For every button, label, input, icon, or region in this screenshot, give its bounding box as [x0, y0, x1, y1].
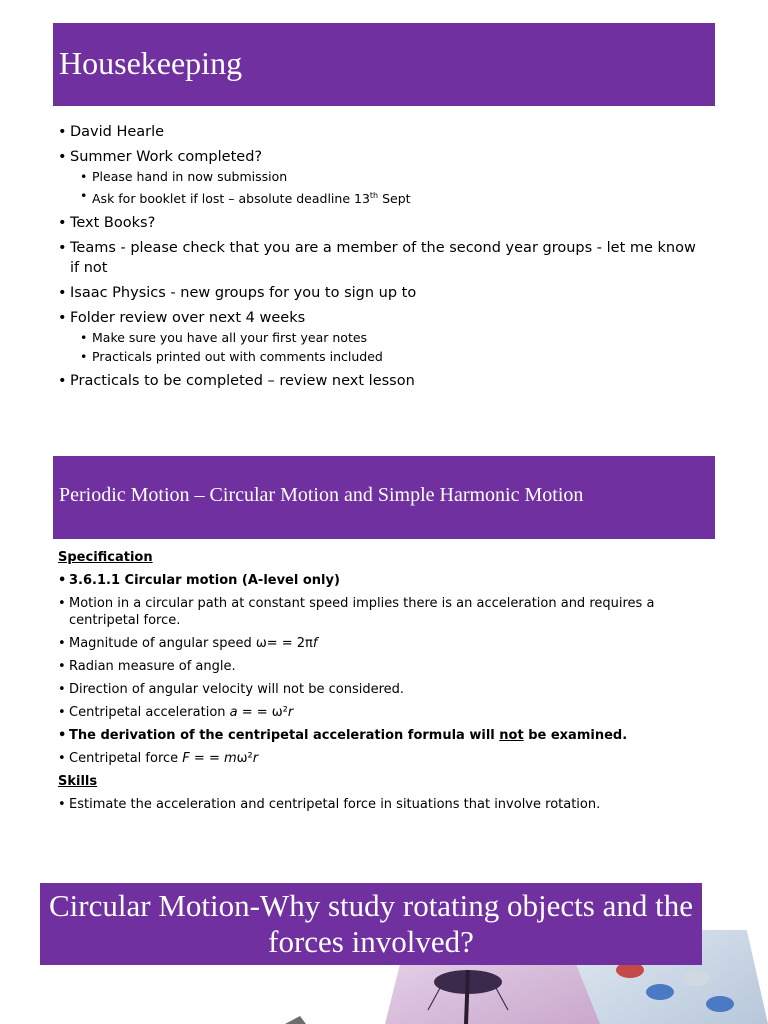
spec-item: • Radian measure of angle.	[58, 658, 708, 675]
spec-not: not	[499, 728, 524, 743]
folder-sub2: Practicals printed out with comments included	[92, 349, 383, 365]
list-item	[58, 308, 708, 328]
periodic-title: Periodic Motion – Circular Motion and Simple Harmonic Motion	[53, 456, 715, 539]
spec-item	[58, 727, 708, 744]
summer-text: Summer Work completed?	[70, 149, 263, 165]
spec-text: = =	[189, 751, 224, 766]
spec-text: ω²	[236, 751, 253, 766]
skills-item: • Estimate the acceleration and centripetal force in situations that involve rotation.	[58, 796, 708, 813]
spec-item: • Direction of angular velocity will not be considered.	[58, 681, 708, 698]
spec-text: Magnitude of angular speed ω= = 2π	[69, 636, 313, 651]
summer-sub2-post: Sept	[378, 191, 411, 207]
folder-sub1: Make sure you have all your first year notes	[92, 330, 368, 346]
sub-list-item	[58, 167, 708, 186]
david-text: David Hearle	[70, 124, 165, 140]
spec-item: • 3.6.1.1 Circular motion (A-level only)	[58, 572, 708, 589]
list-item	[58, 283, 708, 303]
spec-item: • Motion in a circular path at constant speed implies there is an acceleration and requires a centripetal force.	[58, 595, 708, 629]
circular-motion-title: Circular Motion-Why study rotating objects and the forces involved?	[40, 883, 702, 965]
isaac-text: Isaac Physics - new groups for you to sign up to	[70, 285, 417, 302]
spec-text: = = ω²	[237, 705, 288, 720]
spec-var: r	[287, 705, 294, 720]
summer-sub1: Please hand in now submission	[92, 169, 288, 184]
housekeeping-title: Housekeeping	[53, 23, 715, 106]
spec-var: f	[312, 636, 318, 651]
list-item	[58, 122, 708, 142]
spec-var: r	[252, 751, 259, 766]
list-item	[58, 371, 708, 391]
skills-heading: Skills	[58, 774, 98, 789]
list-item	[58, 238, 708, 278]
spec-var: m	[223, 751, 237, 766]
spec-item	[58, 704, 708, 721]
summer-sub2: Ask for booklet if lost – absolute deadline 13	[92, 191, 370, 207]
spec-text: The derivation of the centripetal acceleration formula will	[69, 728, 500, 743]
teams-text: Teams - please check that you are a member of the second year groups - let me know if not	[70, 240, 696, 277]
practicals-text: Practicals to be completed – review next lesson	[70, 373, 415, 390]
housekeeping-list	[58, 117, 708, 391]
list-item	[58, 213, 708, 233]
specification-section	[58, 549, 708, 813]
spec-text: Centripetal force	[69, 751, 183, 766]
folder-text: Folder review over next 4 weeks	[70, 310, 306, 327]
spec-var: a	[229, 705, 238, 720]
textbooks-text: Text Books?	[70, 215, 156, 232]
sub-list-item	[58, 347, 708, 366]
summer-sub2-sup: th	[369, 191, 379, 200]
list-item	[58, 147, 708, 167]
sub-list-item	[58, 328, 708, 347]
sub-list-item	[58, 186, 708, 208]
spec-var: F	[182, 751, 190, 766]
spec-text: be examined.	[523, 728, 628, 743]
spec-heading: Specification	[58, 550, 153, 565]
spec-item	[58, 635, 708, 652]
spec-item	[58, 750, 708, 767]
spec-text: Centripetal acceleration	[69, 705, 230, 720]
